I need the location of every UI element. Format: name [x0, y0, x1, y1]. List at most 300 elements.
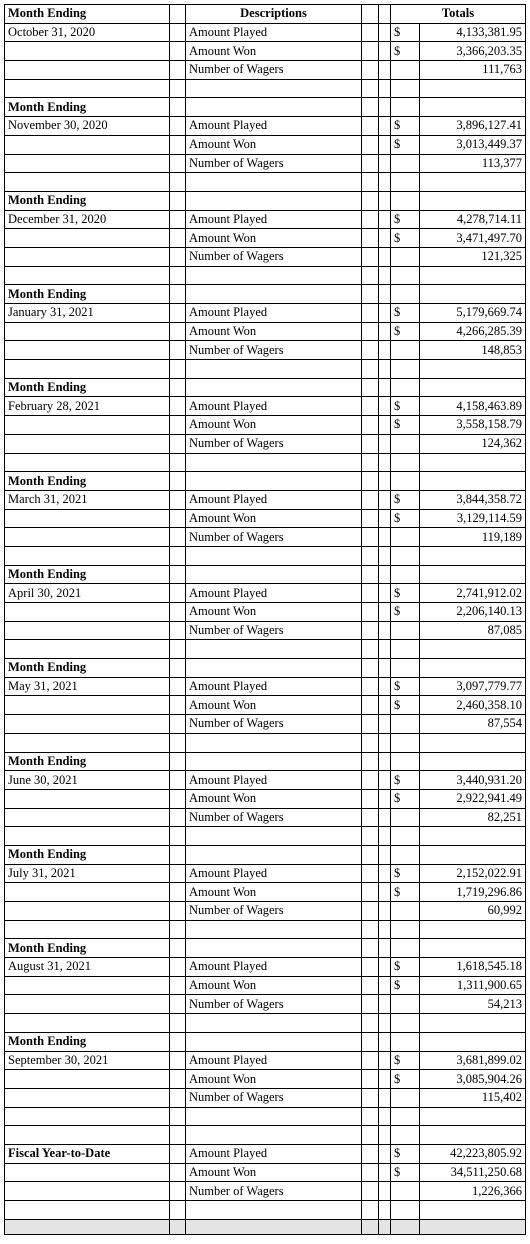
description-cell: Amount Played	[186, 23, 362, 42]
spacer-cell	[379, 902, 391, 921]
currency-symbol: $	[391, 509, 420, 528]
spacer-cell	[362, 1144, 379, 1163]
data-row	[5, 1182, 526, 1201]
spacer-cell	[362, 1201, 379, 1220]
spacer-cell	[391, 827, 420, 846]
description-cell: Amount Played	[186, 117, 362, 136]
spacer-cell	[391, 472, 420, 491]
amount-played-value: 4,133,381.95	[420, 23, 526, 42]
spacer-cell	[170, 864, 186, 883]
spacer-cell	[170, 397, 186, 416]
description-cell: Amount Won	[186, 322, 362, 341]
spacer-cell	[170, 117, 186, 136]
spacer-cell	[362, 1014, 379, 1033]
currency-symbol: $	[391, 1070, 420, 1089]
spacer-cell	[186, 79, 362, 98]
spacer-cell	[362, 341, 379, 360]
spacer-cell	[186, 1219, 362, 1234]
description-cell: Amount Played	[186, 304, 362, 323]
spacer-cell	[5, 509, 170, 528]
month-ending-label: Month Ending	[5, 378, 170, 397]
description-cell: Amount Won	[186, 1163, 362, 1182]
blank-row	[5, 453, 526, 472]
spacer-cell	[379, 360, 391, 379]
spacer-cell	[379, 1219, 391, 1234]
spacer-cell	[186, 266, 362, 285]
spacer-cell	[5, 1088, 170, 1107]
spacer-cell	[170, 920, 186, 939]
spacer-cell	[186, 191, 362, 210]
spacer-cell	[362, 397, 379, 416]
spacer-cell	[186, 640, 362, 659]
month-date: January 31, 2021	[5, 304, 170, 323]
data-row	[5, 229, 526, 248]
spacer-cell	[379, 378, 391, 397]
spacer-cell	[362, 733, 379, 752]
blank-row	[5, 266, 526, 285]
month-ending-label: Month Ending	[5, 191, 170, 210]
spacer-cell	[362, 229, 379, 248]
spacer-cell	[170, 61, 186, 80]
spacer-cell	[379, 715, 391, 734]
currency-symbol: $	[391, 304, 420, 323]
month-ending-label: Month Ending	[5, 939, 170, 958]
spacer-cell	[362, 1070, 379, 1089]
data-row	[5, 883, 526, 902]
header-row	[5, 5, 526, 24]
wagers-value: 87,085	[420, 621, 526, 640]
spacer-cell	[5, 1201, 170, 1220]
wagers-value: 115,402	[420, 1088, 526, 1107]
amount-played-value: 5,179,669.74	[420, 304, 526, 323]
data-row	[5, 864, 526, 883]
description-cell: Number of Wagers	[186, 808, 362, 827]
blank-row	[5, 920, 526, 939]
spacer-cell	[379, 191, 391, 210]
spacer-cell	[379, 98, 391, 117]
spacer-cell	[391, 61, 420, 80]
spacer-cell	[391, 266, 420, 285]
spacer-cell	[420, 565, 526, 584]
data-row	[5, 808, 526, 827]
spacer-cell	[379, 584, 391, 603]
month-date: June 30, 2021	[5, 771, 170, 790]
spacer-cell	[170, 621, 186, 640]
spacer-cell	[362, 808, 379, 827]
data-row	[5, 117, 526, 136]
spacer-cell	[362, 1182, 379, 1201]
amount-won-value: 1,311,900.65	[420, 976, 526, 995]
data-row	[5, 995, 526, 1014]
amount-played-value: 3,097,779.77	[420, 677, 526, 696]
spacer-cell	[391, 1107, 420, 1126]
spacer-cell	[379, 229, 391, 248]
description-cell: Number of Wagers	[186, 621, 362, 640]
spacer-cell	[5, 827, 170, 846]
spacer-cell	[5, 976, 170, 995]
spacer-cell	[170, 1014, 186, 1033]
description-cell: Amount Played	[186, 677, 362, 696]
spacer-cell	[5, 42, 170, 61]
spacer-cell	[379, 509, 391, 528]
spacer-cell	[379, 864, 391, 883]
spacer-cell	[5, 1107, 170, 1126]
spacer-cell	[170, 1144, 186, 1163]
data-row	[5, 1051, 526, 1070]
ytd-wagers-value: 1,226,366	[420, 1182, 526, 1201]
spacer-cell	[362, 98, 379, 117]
description-cell: Amount Won	[186, 416, 362, 435]
spacer-cell	[379, 546, 391, 565]
spacer-cell	[170, 210, 186, 229]
spacer-cell	[170, 285, 186, 304]
month-ending-label: Month Ending	[5, 98, 170, 117]
spacer-cell	[170, 1219, 186, 1234]
spacer-cell	[362, 640, 379, 659]
spacer-cell	[391, 640, 420, 659]
description-cell: Number of Wagers	[186, 902, 362, 921]
currency-symbol: $	[391, 23, 420, 42]
spacer-cell	[391, 902, 420, 921]
ytd-played-value: 42,223,805.92	[420, 1144, 526, 1163]
currency-symbol: $	[391, 696, 420, 715]
description-cell: Number of Wagers	[186, 995, 362, 1014]
spacer-cell	[5, 434, 170, 453]
amount-won-value: 3,129,114.59	[420, 509, 526, 528]
data-row	[5, 434, 526, 453]
spacer-cell	[379, 920, 391, 939]
month-label-row	[5, 659, 526, 678]
spacer-cell	[5, 546, 170, 565]
spacer-cell	[362, 154, 379, 173]
spacer-cell	[170, 472, 186, 491]
spacer-cell	[362, 827, 379, 846]
data-row	[5, 976, 526, 995]
amount-won-value: 3,013,449.37	[420, 135, 526, 154]
spacer-cell	[420, 173, 526, 192]
amount-played-value: 2,152,022.91	[420, 864, 526, 883]
month-date: July 31, 2021	[5, 864, 170, 883]
spacer-cell	[362, 135, 379, 154]
spacer-cell	[379, 939, 391, 958]
spacer-cell	[379, 808, 391, 827]
currency-symbol: $	[391, 117, 420, 136]
spacer-cell	[170, 677, 186, 696]
amount-played-value: 3,844,358.72	[420, 490, 526, 509]
data-row	[5, 42, 526, 61]
spacer-cell	[391, 247, 420, 266]
spacer-cell	[391, 1219, 420, 1234]
spacer-cell	[170, 1163, 186, 1182]
description-cell: Number of Wagers	[186, 1182, 362, 1201]
spacer-cell	[186, 1107, 362, 1126]
description-cell: Amount Won	[186, 509, 362, 528]
data-row	[5, 341, 526, 360]
spacer-cell	[170, 1107, 186, 1126]
data-row	[5, 902, 526, 921]
spacer-cell	[362, 266, 379, 285]
spacer-cell	[391, 621, 420, 640]
description-cell: Amount Played	[186, 958, 362, 977]
spacer-cell	[391, 565, 420, 584]
spacer-cell	[186, 472, 362, 491]
wagers-value: 113,377	[420, 154, 526, 173]
spacer-cell	[362, 509, 379, 528]
amount-won-value: 4,266,285.39	[420, 322, 526, 341]
spacer-cell	[170, 1182, 186, 1201]
amount-won-value: 2,922,941.49	[420, 789, 526, 808]
spacer-cell	[379, 883, 391, 902]
spacer-cell	[186, 845, 362, 864]
spacer-cell	[362, 1126, 379, 1145]
amount-won-value: 3,366,203.35	[420, 42, 526, 61]
data-row	[5, 771, 526, 790]
spacer-cell	[379, 995, 391, 1014]
currency-symbol: $	[391, 789, 420, 808]
data-row	[5, 603, 526, 622]
amount-won-value: 1,719,296.86	[420, 883, 526, 902]
spacer-cell	[362, 883, 379, 902]
blank-row	[5, 827, 526, 846]
spacer-cell	[5, 416, 170, 435]
data-row	[5, 490, 526, 509]
spacer-cell	[420, 1014, 526, 1033]
spacer-cell	[379, 771, 391, 790]
spacer-cell	[420, 1126, 526, 1145]
amount-won-value: 2,460,358.10	[420, 696, 526, 715]
month-label-row	[5, 285, 526, 304]
spacer-cell	[5, 995, 170, 1014]
currency-symbol: $	[391, 771, 420, 790]
spacer-cell	[362, 285, 379, 304]
spacer-cell	[379, 528, 391, 547]
spacer-cell	[391, 733, 420, 752]
spacer-cell	[391, 808, 420, 827]
month-label-row	[5, 565, 526, 584]
wagers-value: 60,992	[420, 902, 526, 921]
spacer-cell	[379, 341, 391, 360]
currency-symbol: $	[391, 42, 420, 61]
spacer-cell	[170, 808, 186, 827]
spacer-cell	[362, 42, 379, 61]
amount-won-value: 3,471,497.70	[420, 229, 526, 248]
month-label-row	[5, 1032, 526, 1051]
month-ending-label: Month Ending	[5, 659, 170, 678]
spacer-cell	[379, 490, 391, 509]
spacer-cell	[362, 304, 379, 323]
month-label-row	[5, 191, 526, 210]
spacer-cell	[420, 845, 526, 864]
currency-symbol: $	[391, 603, 420, 622]
spacer-cell	[5, 902, 170, 921]
spacer-cell	[391, 191, 420, 210]
spacer-cell	[362, 378, 379, 397]
spacer-cell	[362, 565, 379, 584]
currency-symbol: $	[391, 958, 420, 977]
description-cell: Amount Played	[186, 490, 362, 509]
spacer-cell	[170, 509, 186, 528]
ytd-won-value: 34,511,250.68	[420, 1163, 526, 1182]
spacer-cell	[379, 1182, 391, 1201]
spacer-cell	[362, 322, 379, 341]
data-row	[5, 210, 526, 229]
spacer-cell	[420, 640, 526, 659]
spacer-cell	[379, 677, 391, 696]
spacer-cell	[379, 603, 391, 622]
spacer-cell	[362, 546, 379, 565]
spacer-cell	[170, 640, 186, 659]
descriptions-header: Descriptions	[186, 5, 362, 24]
spacer-cell	[170, 603, 186, 622]
spacer-cell	[170, 752, 186, 771]
month-label-row	[5, 98, 526, 117]
spacer-cell	[170, 1051, 186, 1070]
spacer-cell	[391, 154, 420, 173]
wagers-value: 111,763	[420, 61, 526, 80]
spacer-cell	[362, 920, 379, 939]
spacer-cell	[170, 1126, 186, 1145]
spacer-cell	[362, 1219, 379, 1234]
spacer-cell	[170, 322, 186, 341]
spacer-cell	[5, 322, 170, 341]
data-row	[5, 1088, 526, 1107]
spacer-cell	[5, 154, 170, 173]
description-cell: Amount Played	[186, 1051, 362, 1070]
spacer-cell	[379, 154, 391, 173]
spacer-cell	[170, 360, 186, 379]
spacer-cell	[391, 173, 420, 192]
month-ending-label: Month Ending	[5, 845, 170, 864]
spacer-cell	[362, 453, 379, 472]
blank-row	[5, 1107, 526, 1126]
spacer-cell	[170, 173, 186, 192]
spacer-cell	[379, 827, 391, 846]
spacer-cell	[362, 79, 379, 98]
blank-row	[5, 1219, 526, 1234]
spacer-cell	[170, 771, 186, 790]
spacer-cell	[362, 902, 379, 921]
month-date: May 31, 2021	[5, 677, 170, 696]
spacer-cell	[170, 434, 186, 453]
spacer-cell	[420, 472, 526, 491]
spacer-cell	[362, 1088, 379, 1107]
spacer-cell	[420, 1201, 526, 1220]
spacer-cell	[170, 416, 186, 435]
spacer-cell	[362, 789, 379, 808]
spacer-cell	[170, 715, 186, 734]
spacer-cell	[379, 1126, 391, 1145]
month-label-row	[5, 752, 526, 771]
amount-played-value: 3,440,931.20	[420, 771, 526, 790]
month-date: April 30, 2021	[5, 584, 170, 603]
spacer-cell	[5, 360, 170, 379]
wagering-summary-table	[4, 4, 526, 1235]
spacer-cell	[5, 266, 170, 285]
description-cell: Amount Won	[186, 135, 362, 154]
month-ending-label: Month Ending	[5, 565, 170, 584]
spacer-cell	[170, 733, 186, 752]
month-ending-label: Month Ending	[5, 472, 170, 491]
month-label-row	[5, 472, 526, 491]
spacer-cell	[362, 472, 379, 491]
ytd-label: Fiscal Year-to-Date	[5, 1144, 170, 1163]
spacer-cell	[362, 621, 379, 640]
spacer-cell	[391, 1126, 420, 1145]
currency-symbol: $	[391, 584, 420, 603]
spacer-cell	[5, 920, 170, 939]
wagers-value: 87,554	[420, 715, 526, 734]
amount-played-value: 4,158,463.89	[420, 397, 526, 416]
spacer-cell	[186, 827, 362, 846]
spacer-cell	[186, 1201, 362, 1220]
spacer-cell	[170, 98, 186, 117]
spacer-cell	[170, 42, 186, 61]
wagers-value: 82,251	[420, 808, 526, 827]
month-label-row	[5, 378, 526, 397]
description-cell: Amount Won	[186, 42, 362, 61]
spacer-cell	[170, 696, 186, 715]
spacer-cell	[5, 733, 170, 752]
description-cell: Amount Won	[186, 696, 362, 715]
spacer-cell	[5, 528, 170, 547]
spacer-cell	[391, 434, 420, 453]
spacer-cell	[170, 845, 186, 864]
spacer-cell	[420, 939, 526, 958]
spacer-cell	[5, 1163, 170, 1182]
spacer-cell	[379, 1163, 391, 1182]
month-date: August 31, 2021	[5, 958, 170, 977]
spacer-cell	[362, 603, 379, 622]
data-row	[5, 397, 526, 416]
spacer-cell	[362, 752, 379, 771]
description-cell: Number of Wagers	[186, 247, 362, 266]
spacer-cell	[362, 434, 379, 453]
spacer-cell	[391, 1182, 420, 1201]
blank-row	[5, 360, 526, 379]
spacer-cell	[391, 659, 420, 678]
currency-symbol: $	[391, 864, 420, 883]
description-cell: Amount Won	[186, 883, 362, 902]
description-cell: Amount Played	[186, 864, 362, 883]
spacer-cell	[362, 677, 379, 696]
spacer-cell	[420, 360, 526, 379]
spacer-cell	[362, 715, 379, 734]
spacer-cell	[362, 939, 379, 958]
spacer-cell	[420, 191, 526, 210]
spacer-cell	[5, 1126, 170, 1145]
spacer-cell	[391, 285, 420, 304]
spacer-cell	[170, 565, 186, 584]
blank-row	[5, 1014, 526, 1033]
amount-played-value: 3,681,899.02	[420, 1051, 526, 1070]
spacer-cell	[5, 808, 170, 827]
spacer-cell	[170, 958, 186, 977]
spacer-cell	[362, 1107, 379, 1126]
spacer-cell	[420, 546, 526, 565]
spacer-cell	[379, 397, 391, 416]
spacer-cell	[379, 696, 391, 715]
spacer-cell	[379, 733, 391, 752]
spacer-cell	[379, 266, 391, 285]
spacer-cell	[186, 98, 362, 117]
spacer-cell	[170, 1088, 186, 1107]
description-cell: Amount Won	[186, 1070, 362, 1089]
currency-symbol: $	[391, 1163, 420, 1182]
spacer-cell	[186, 1032, 362, 1051]
spacer-cell	[379, 789, 391, 808]
blank-row	[5, 1126, 526, 1145]
spacer-cell	[170, 23, 186, 42]
